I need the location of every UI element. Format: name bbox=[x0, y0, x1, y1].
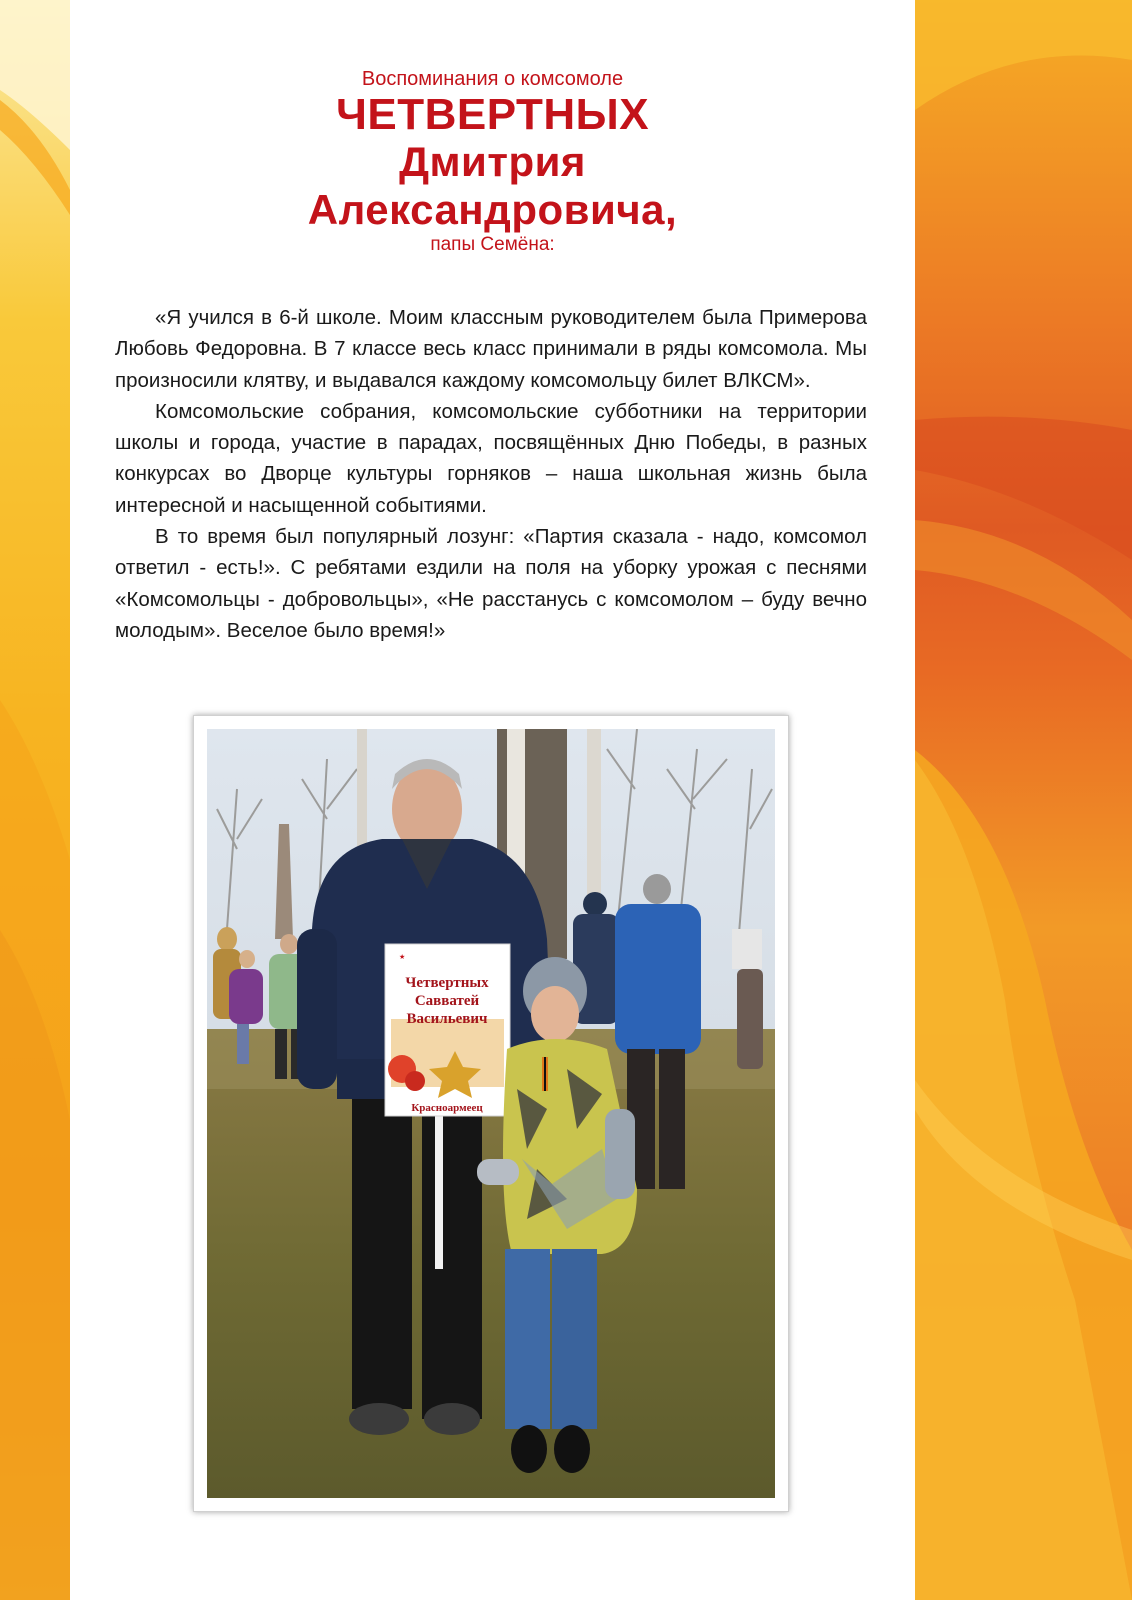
right-wave-decoration bbox=[915, 0, 1132, 1600]
family-photo bbox=[207, 729, 775, 1498]
header-relation: папы Семёна: bbox=[430, 234, 555, 255]
svg-text:★: ★ bbox=[399, 954, 406, 961]
memoir-paragraph: Комсомольские собрания, комсомольские субботники на территории школы и города, участие в парадах, посвящённых Дню Победы, в разных конкурсах во Дворце культуры горняков – наша школьная жизнь была интересной и насыщенной событиями. bbox=[115, 399, 867, 517]
sign-line-3: Васильевич bbox=[406, 1011, 488, 1027]
left-decorative-band bbox=[0, 0, 70, 1600]
memoir-text bbox=[115, 302, 867, 646]
photo-illustration bbox=[207, 729, 775, 1498]
header-subtitle: Воспоминания о комсомоле bbox=[361, 68, 624, 90]
document-header bbox=[70, 66, 915, 258]
photo-frame bbox=[193, 715, 789, 1512]
header-patronymic: Александровича, bbox=[307, 186, 678, 233]
memoir-paragraph: В то время был популярный лозунг: «Партия сказала - надо, комсомол ответил - есть!». С ребятами ездили на поля на уборку урожая с песнями «Комсомольцы - добровольцы», «Не расстанусь с комсомолом – буду вечно молодым». Веселое было время!» bbox=[115, 525, 867, 642]
header-first-name: Дмитрия bbox=[399, 138, 586, 185]
memoir-paragraph: «Я учился в 6-й школе. Моим классным руководителем была Примерова Любовь Федоровна. В 7 классе весь класс принимали в ряды комсомола. Мы произносили клятву, и выдавался каждому комсомольцу билет ВЛКСМ». bbox=[115, 306, 867, 392]
header-surname: ЧЕТВЕРТНЫХ bbox=[335, 90, 650, 139]
document-page bbox=[70, 0, 915, 1600]
sign-line-2: Савватей bbox=[414, 993, 480, 1009]
right-decorative-band bbox=[915, 0, 1132, 1600]
sign-rank: Красноармеец bbox=[411, 1102, 483, 1114]
left-wave-decoration bbox=[0, 0, 70, 1600]
sign-line-1: Четвертных bbox=[405, 975, 489, 991]
